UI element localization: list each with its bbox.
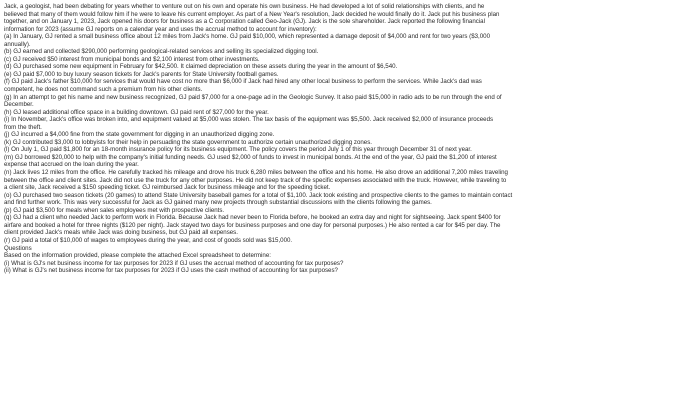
text-line: information for 2023 (assume GJ reports on a calendar year and uses the accrual method to account for inventory): <box>4 25 317 33</box>
text-line: (o) GJ purchased two season tickets (20 games) to attend State University baseball games for a total of $1,100. Jack took existing and prospective clients to the games to maintain contact <box>4 191 513 199</box>
text-line: Based on the information provided, please complete the attached Excel spreadsheet to determine: <box>4 252 271 260</box>
text-line: December. <box>4 101 34 109</box>
text-line: from the theft. <box>4 123 42 131</box>
text-line: (a) In January, GJ rented a small business office about 12 miles from Jack's home. GJ paid $10,000, which represented a damage deposit of $4,000 and rent for two years ($3,000 <box>4 33 490 41</box>
text-line: Jack, a geologist, had been debating for years whether to venture out on his own and operate his own business. He had developed a lot of solid relationships with clients, and he <box>4 3 485 10</box>
text-line: (r) GJ paid a total of $10,000 of wages to employees during the year, and cost of goods sold was $15,000. <box>4 236 293 244</box>
question-line: (i) What is GJ's net business income for tax purposes for 2023 if GJ uses the accrual method of accounting for tax purposes? <box>4 259 344 267</box>
text-line: (g) In an attempt to get his name and new business recognized, GJ paid $7,000 for a one-page ad in the Geologic Survey. It also paid $15,000 in radio ads to be run through the end of <box>4 93 502 101</box>
text-line: (l) On July 1, GJ paid $1,800 for an 18-month insurance policy for its business equipment. The policy covers the period July 1 of this year through December 31 of next year. <box>4 146 472 154</box>
text-line: (n) Jack lives 12 miles from the office. He carefully tracked his mileage and drove his truck 6,280 miles between the office and his home. He also drove an additional 7,200 miles traveling <box>4 169 508 177</box>
text-line: (f) GJ paid Jack's father $10,000 for services that would have cost no more than $6,000 if Jack had hired any other local business to perform the services. While Jack's dad was <box>4 78 482 86</box>
text-line: expense that accrued on the loan during the year. <box>4 161 139 169</box>
text-line: together, and on January 1, 2023, Jack opened his doors for business as a C corporation called Geo-Jack (GJ). Jack is the sole shareholder. Jack reported the following financial <box>4 18 485 26</box>
text-line: competent, he does not command such a premium from his other clients. <box>4 86 203 94</box>
text-line: (i) In November, Jack's office was broken into, and equipment valued at $5,000 was stolen. The tax basis of the equipment was $5,500. Jack received $2,000 of insurance proceeds <box>4 116 494 124</box>
text-line: client provided Jack's meals while Jack was doing business, but GJ paid all expenses. <box>4 229 238 237</box>
questions-heading: Questions <box>4 244 32 252</box>
text-line: annually). <box>4 40 31 48</box>
text-line: (c) GJ received $50 interest from municipal bonds and $2,100 interest from other investments. <box>4 55 260 63</box>
text-line: (k) GJ contributed $3,000 to lobbyists for their help in persuading the state government to authorize certain unauthorized digging zones. <box>4 138 372 146</box>
text-line: a client site, Jack received a $150 speeding ticket. GJ reimbursed Jack for business mileage and for the speeding ticket. <box>4 184 331 192</box>
question-line: (ii) What is GJ's net business income for tax purposes for 2023 if GJ uses the cash method of accounting for tax purposes? <box>4 267 338 275</box>
text-line: (d) GJ purchased some new equipment in February for $42,500. It claimed depreciation on these assets during the year in the amount of $6,540. <box>4 63 398 71</box>
text-line: (j) GJ incurred a $4,000 fine from the state government for digging in an unauthorized digging zone. <box>4 131 275 139</box>
text-line: (p) GJ paid $3,500 for meals when sales employees met with prospective clients. <box>4 206 225 214</box>
text-line: (m) GJ borrowed $20,000 to help with the company's initial funding needs. GJ used $2,000 of funds to invest in municipal bonds. At the end of the year, GJ paid the $1,200 of interest <box>4 153 497 161</box>
text-line: (q) GJ had a client who needed Jack to perform work in Florida. Because Jack had never been to Florida before, he booked an extra day and night for sightseeing. Jack spent $400 for <box>4 214 501 222</box>
text-line: and find further work. This was very successful for Jack as GJ gained many new projects through substantial discussions with the clients following the games. <box>4 199 432 207</box>
text-line: (e) GJ paid $7,000 to buy luxury season tickets for Jack's parents for State University football games. <box>4 70 279 78</box>
text-line: between the office and client sites. Jack did not use the truck for any other purposes. He did not keep track of the specific expenses associated with the truck. However, while traveling to <box>4 176 507 184</box>
text-line: (b) GJ earned and collected $290,000 performing geological-related services and selling its specialized digging tool. <box>4 48 319 56</box>
text-line: (h) GJ leased additional office space in a building downtown. GJ paid rent of $27,000 for the year. <box>4 108 269 116</box>
text-line: believed that many of them would follow him if he were to leave his current employer. As part of a New Year's resolution, Jack decided he would finally do it. Jack put his business plan <box>4 10 500 18</box>
text-line: airfare and booked a hotel for three nights ($120 per night). Jack stayed two days for business purposes and one day for personal purposes.) He also rented a car for $45 per day. The <box>4 221 501 229</box>
